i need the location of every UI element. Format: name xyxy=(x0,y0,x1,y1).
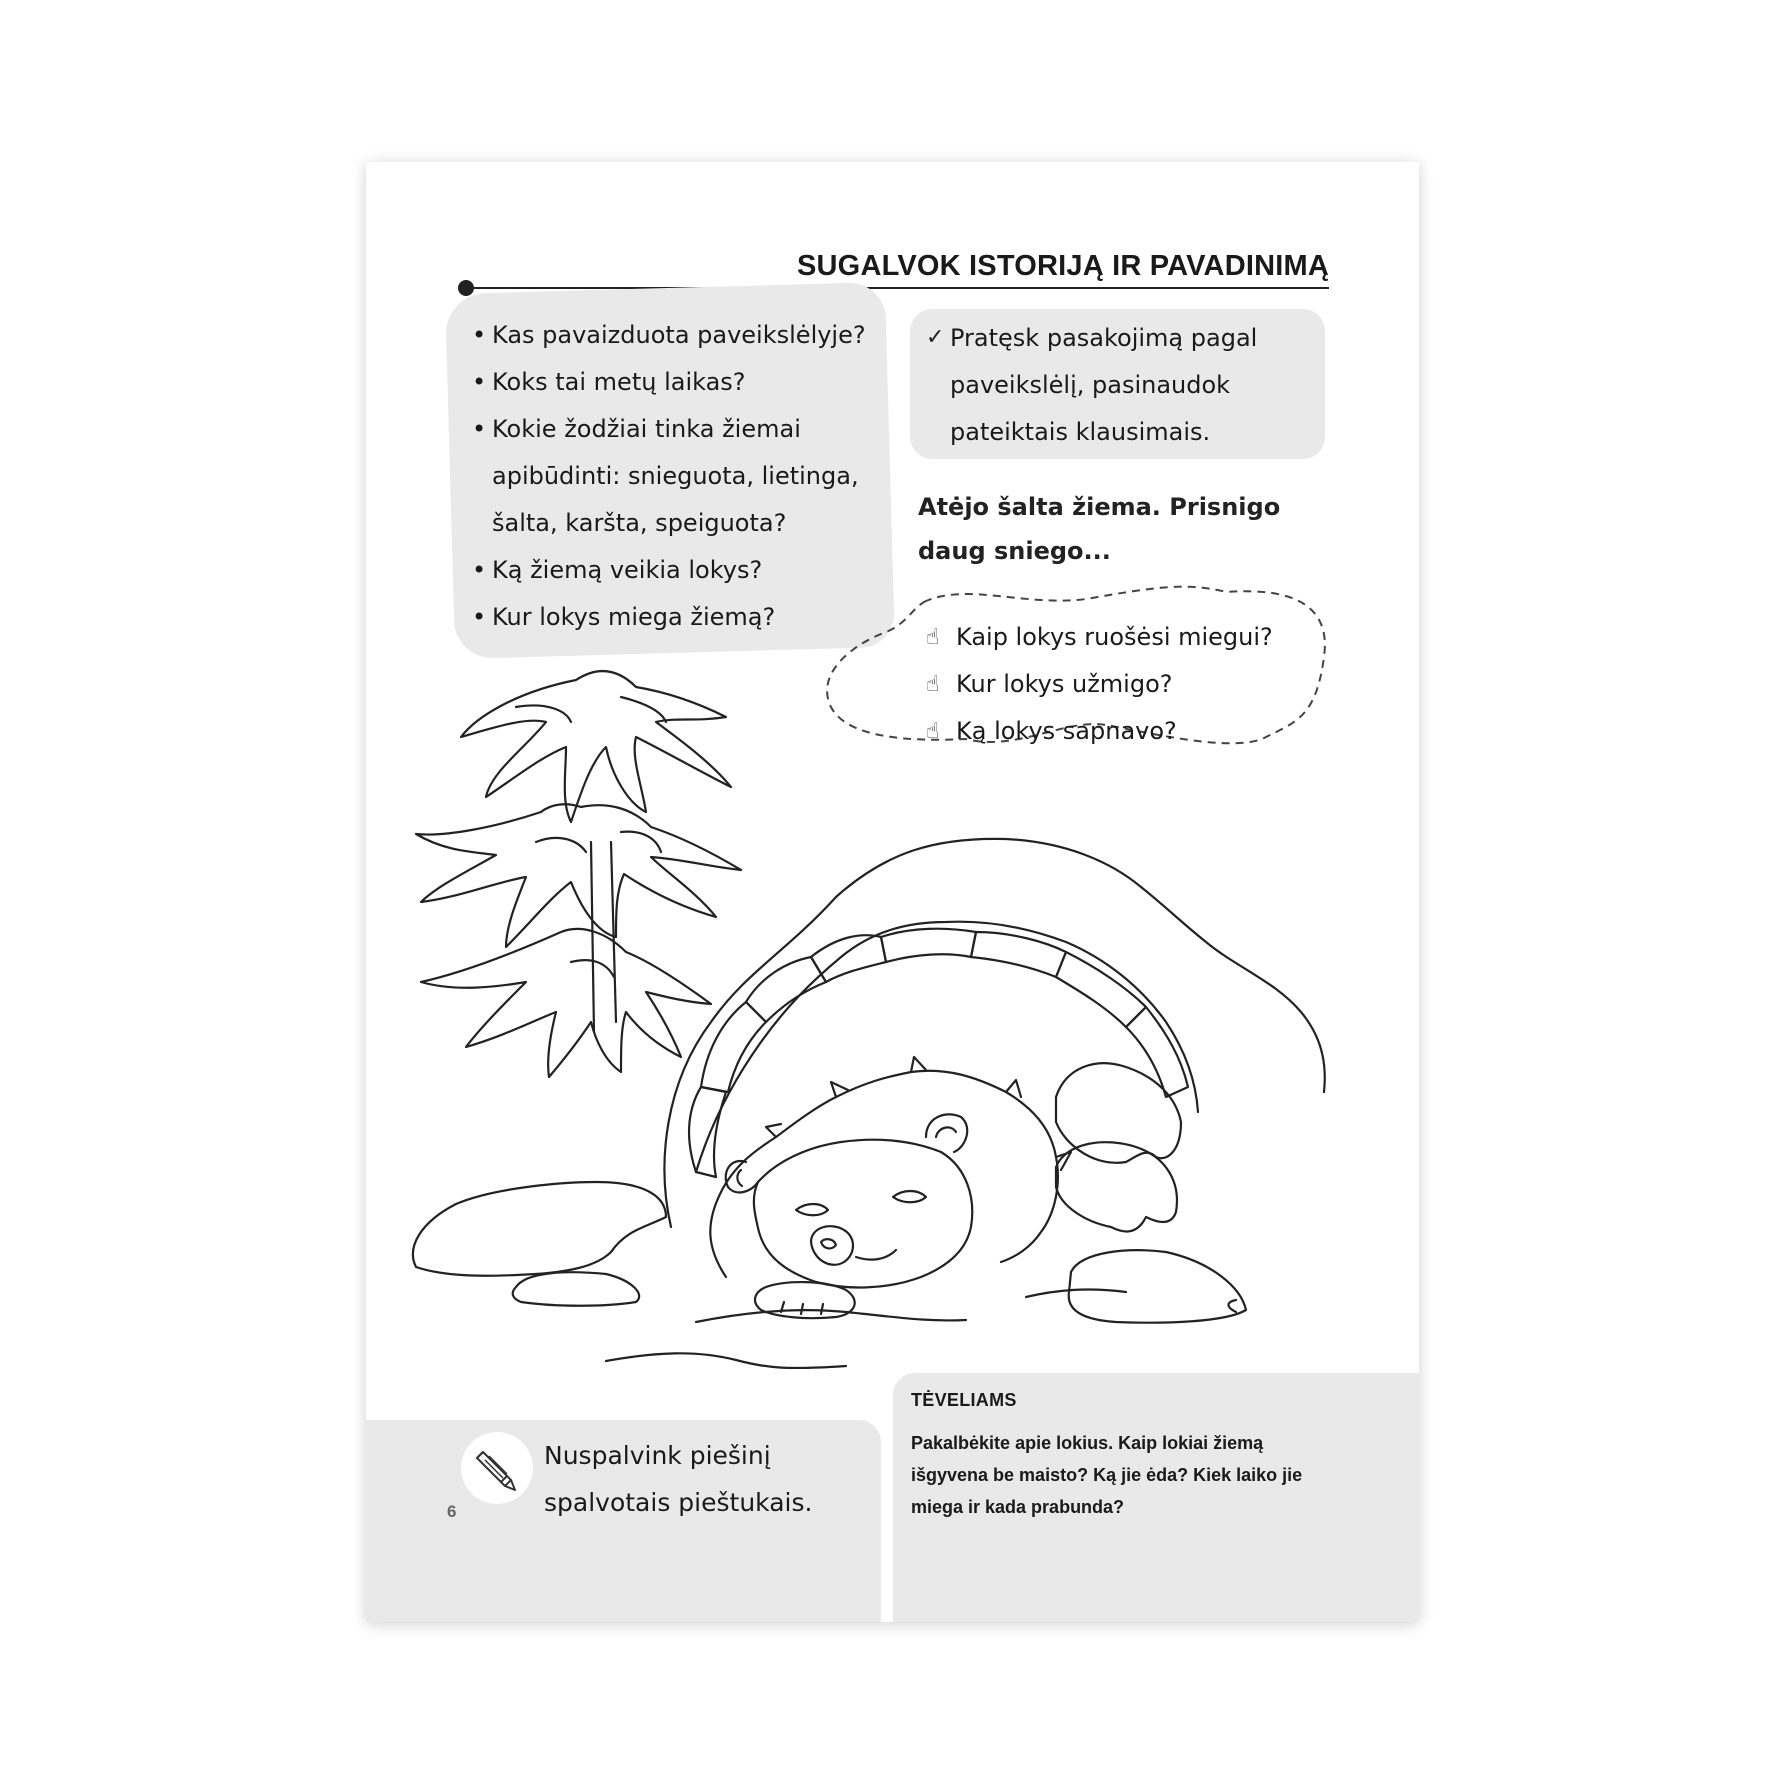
cloud-question-text: Kaip lokys ruošėsi miegui? xyxy=(956,623,1273,651)
task-text: Pratęsk pasakojimą pagal paveikslėlį, pasinaudok pateiktais klausimais. xyxy=(950,324,1258,446)
question-item: • Ką žiemą veikia lokys? xyxy=(472,547,892,594)
pointing-hand-icon: ☝ xyxy=(926,625,940,650)
coloring-instruction: Nuspalvink piešinį spalvotais pieštukais. xyxy=(544,1441,813,1517)
question-item: • Kokie žodžiai tinka žiemai apibūdinti: snieguota, lietinga, šalta, karšta, speiguota? xyxy=(472,406,892,547)
cloud-question-text: Ką lokys sapnavo? xyxy=(956,717,1177,745)
page-number: 6 xyxy=(447,1502,457,1521)
question-item: • Kas pavaizduota paveikslėlyje? xyxy=(472,312,892,359)
pointing-hand-icon: ☝ xyxy=(926,719,940,744)
parents-text: Pakalbėkite apie lokius. Kaip lokiai žiemą išgyvena be maisto? Ką jie ėda? Kiek laiko jie miega ir kada prabunda? xyxy=(911,1433,1303,1517)
parents-title: TĖVELIAMS xyxy=(911,1390,1017,1410)
question-item: • Koks tai metų laikas? xyxy=(472,359,892,406)
worksheet-page xyxy=(366,162,1419,1622)
pointing-hand-icon: ☝ xyxy=(926,672,940,697)
page-title: SUGALVOK ISTORIJĄ IR PAVADINIMĄ xyxy=(797,250,1329,282)
question-item: • Kur lokys miega žiemą? xyxy=(472,594,892,641)
cloud-question-text: Kur lokys užmigo? xyxy=(956,670,1173,698)
story-start: Atėjo šalta žiema. Prisnigo daug sniego... xyxy=(918,493,1281,565)
check-mark-icon: ✓ xyxy=(926,325,945,350)
pencil-icon xyxy=(461,1432,533,1504)
